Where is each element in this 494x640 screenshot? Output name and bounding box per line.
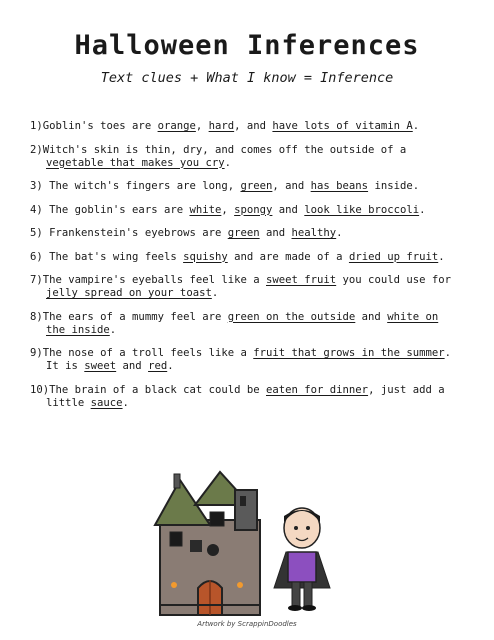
text-clue: white on — [387, 310, 439, 323]
item-number: 6) — [30, 250, 43, 263]
item-text: Goblin's toes are — [42, 120, 158, 132]
item-text: The vampire's eyeballs feel like a — [42, 274, 266, 286]
text-clue: squishy — [183, 250, 228, 263]
inference-item — [30, 180, 466, 193]
text-clue: red — [148, 360, 168, 372]
item-text: It is — [46, 360, 85, 372]
item-number: 7) — [30, 274, 43, 286]
item-number: 8) — [30, 310, 43, 323]
text-clue: orange — [157, 120, 196, 132]
text-clue: vegetable that makes you cry — [46, 156, 225, 169]
text-clue: eaten for dinner — [266, 383, 369, 396]
text-clue: dried up fruit — [348, 250, 439, 263]
item-text: The brain of a black cat could be — [49, 383, 266, 396]
vampire-icon — [274, 508, 330, 611]
haunted-house-and-vampire-illustration — [150, 470, 340, 620]
item-number: 3) — [30, 180, 43, 192]
inference-item — [30, 120, 466, 133]
text-clue: sweet fruit — [266, 274, 337, 286]
item-text: little — [46, 396, 91, 409]
text-clue: green — [227, 227, 260, 239]
item-text: and — [355, 310, 388, 323]
item-text: and — [116, 360, 149, 372]
item-text: and are made of a — [227, 250, 349, 263]
item-number: 9) — [30, 347, 43, 359]
text-clue: green — [240, 180, 273, 192]
item-text: The bat's wing feels — [42, 250, 184, 263]
item-text: you could use for — [336, 274, 451, 286]
text-clue: has beans — [310, 180, 369, 192]
text-clue: spongy — [234, 203, 273, 216]
item-text: . — [438, 250, 445, 263]
inference-item — [30, 204, 466, 217]
item-text: . — [224, 156, 231, 169]
item-text: Frankenstein's eyebrows are — [42, 227, 228, 239]
text-clue: sauce — [90, 396, 123, 409]
inference-item — [30, 144, 466, 170]
item-text: , and — [272, 180, 311, 192]
text-clue: fruit that grows in the summer — [253, 347, 445, 359]
item-number: 2) — [30, 143, 43, 156]
haunted-house-icon — [155, 472, 260, 615]
text-clue: have lots of vitamin A — [272, 120, 413, 132]
text-clue: green on the outside — [227, 310, 356, 323]
item-number: 4) — [30, 203, 43, 216]
item-text: . — [211, 287, 219, 299]
page-subtitle: Text clues + What I know = Inference — [100, 70, 394, 86]
item-text: The witch's fingers are long, — [42, 180, 241, 192]
item-text: Witch's skin is thin, dry, and comes off the outside of a — [42, 143, 407, 156]
artwork-credit: Artwork by ScrappinDoodles — [197, 620, 297, 628]
item-text: . — [109, 323, 117, 336]
text-clue: jelly spread on your toast — [46, 287, 212, 299]
item-text: The nose of a troll feels like a — [42, 347, 254, 359]
item-text: inside. — [368, 180, 420, 192]
item-text: The ears of a mummy feel are — [42, 310, 228, 323]
item-text: , — [195, 120, 209, 132]
text-clue: hard — [208, 120, 235, 132]
text-clue: healthy — [291, 227, 337, 239]
item-text: . — [444, 347, 451, 359]
item-text: , and — [234, 120, 273, 132]
inference-item — [30, 311, 466, 337]
page-title: Halloween Inferences — [74, 30, 420, 61]
item-text: . — [122, 396, 129, 409]
text-clue: the inside — [46, 323, 110, 336]
text-clue: white — [189, 203, 222, 216]
item-continuation — [30, 287, 466, 300]
item-text: . — [167, 360, 174, 372]
item-text: , just add a — [368, 383, 445, 396]
inference-item — [30, 227, 466, 240]
inference-list — [30, 120, 466, 420]
item-number: 10) — [30, 383, 50, 396]
item-text: . — [336, 227, 343, 239]
item-number: 1) — [30, 120, 43, 132]
item-text: , — [221, 203, 235, 216]
text-clue: look like broccoli — [304, 203, 420, 216]
item-continuation — [30, 397, 466, 410]
text-clue: sweet — [84, 360, 117, 372]
item-text: and — [259, 227, 292, 239]
inference-item — [30, 347, 466, 373]
inference-item — [30, 251, 466, 264]
item-continuation — [30, 360, 466, 373]
item-text: The goblin's ears are — [42, 203, 190, 216]
item-text: . — [419, 203, 426, 216]
item-number: 5) — [30, 227, 43, 239]
inference-item — [30, 274, 466, 300]
item-continuation — [30, 324, 466, 337]
item-text: and — [272, 203, 305, 216]
inference-item — [30, 384, 466, 410]
item-continuation — [30, 157, 466, 170]
item-text: . — [412, 120, 420, 132]
